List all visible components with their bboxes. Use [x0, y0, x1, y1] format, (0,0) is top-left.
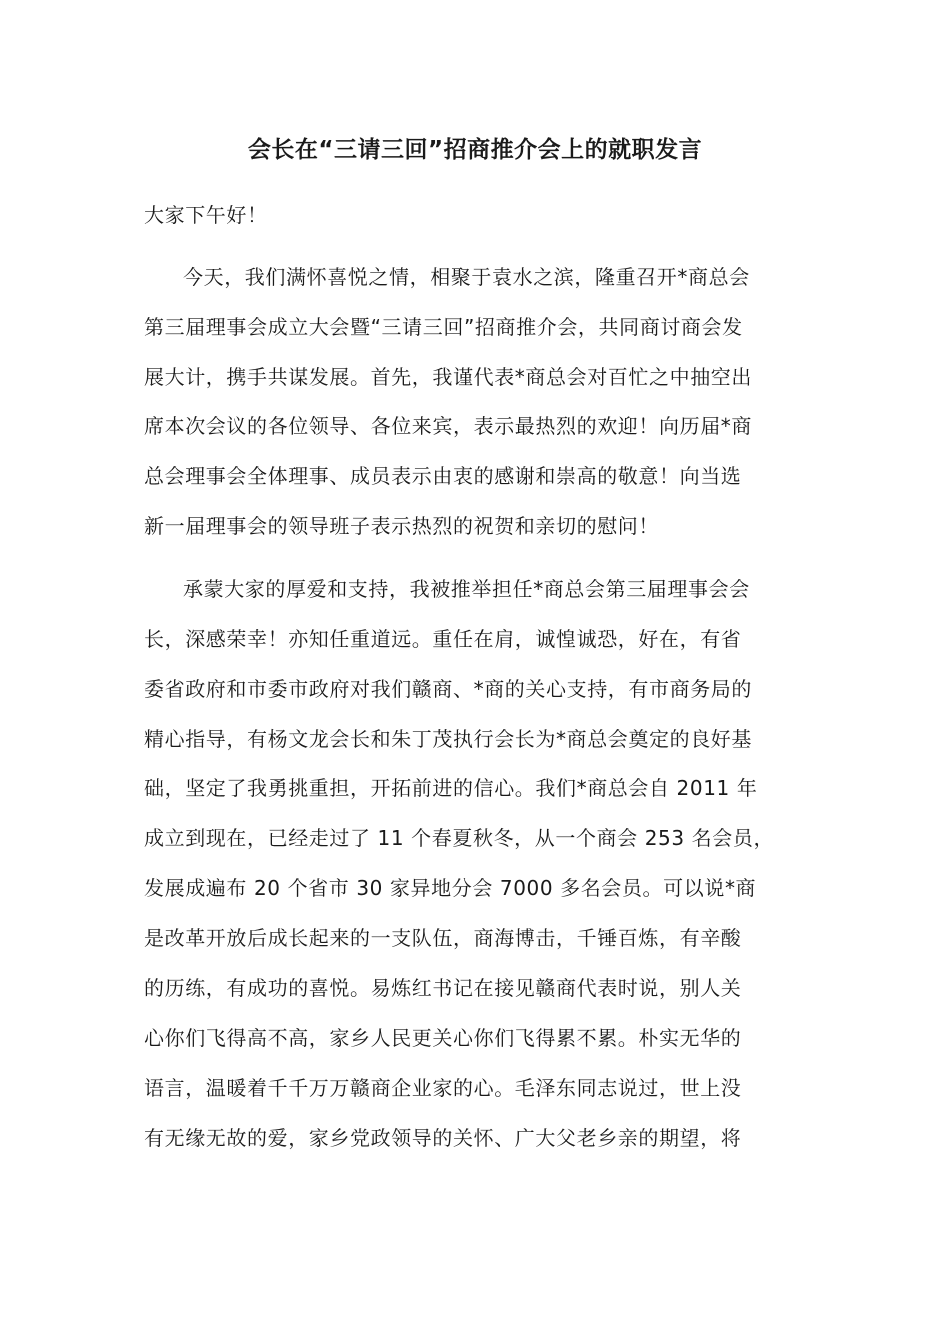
paragraph-line: 委省政府和市委市政府对我们赣商、*商的关心支持，有市商务局的: [144, 677, 752, 701]
paragraph-line: 是改革开放后成长起来的一支队伍，商海博击，千锤百炼，有辛酸: [144, 926, 742, 950]
paragraph-line: 础，坚定了我勇挑重担，开拓前进的信心。我们*商总会自 2011 年: [144, 776, 758, 800]
document-title: 会长在“三请三回”招商推介会上的就职发言: [247, 137, 703, 163]
paragraph-line: 今天，我们满怀喜悦之情，相聚于袁水之滨，隆重召开*商总会: [183, 265, 750, 289]
paragraph-line: 语言，温暖着千千万万赣商企业家的心。毛泽东同志说过，世上没: [144, 1076, 742, 1100]
paragraph-line: 精心指导，有杨文龙会长和朱丁茂执行会长为*商总会奠定的良好基: [144, 727, 752, 751]
paragraph-line: 承蒙大家的厚爱和支持，我被推举担任*商总会第三届理事会会: [183, 577, 750, 601]
paragraph-line: 有无缘无故的爱，家乡党政领导的关怀、广大父老乡亲的期望，将: [144, 1126, 742, 1150]
paragraph-line: 心你们飞得高不高，家乡人民更关心你们飞得累不累。朴实无华的: [144, 1026, 742, 1050]
paragraph-line: 的历练，有成功的喜悦。易炼红书记在接见赣商代表时说，别人关: [144, 976, 742, 1000]
paragraph-line: 发展成遍布 20 个省市 30 家异地分会 7000 多名会员。可以说*商: [144, 876, 757, 900]
paragraph-line: 长，深感荣幸！亦知任重道远。重任在肩，诚惶诚恐，好在，有省: [144, 627, 742, 651]
paragraph-line: 席本次会议的各位领导、各位来宾，表示最热烈的欢迎！向历届*商: [144, 414, 752, 438]
paragraph-line: 展大计，携手共谋发展。首先，我谨代表*商总会对百忙之中抽空出: [144, 365, 752, 389]
paragraph-line: 新一届理事会的领导班子表示热烈的祝贺和亲切的慰问！: [144, 514, 659, 538]
paragraph-line: 第三届理事会成立大会暨“三请三回”招商推介会，共同商讨商会发: [144, 315, 743, 339]
paragraph-line: 总会理事会全体理事、成员表示由衷的感谢和崇高的敬意！向当选: [144, 464, 742, 488]
paragraph-line: 成立到现在，已经走过了 11 个春夏秋冬，从一个商会 253 名会员，: [144, 826, 775, 850]
greeting: 大家下午好！: [144, 203, 268, 227]
